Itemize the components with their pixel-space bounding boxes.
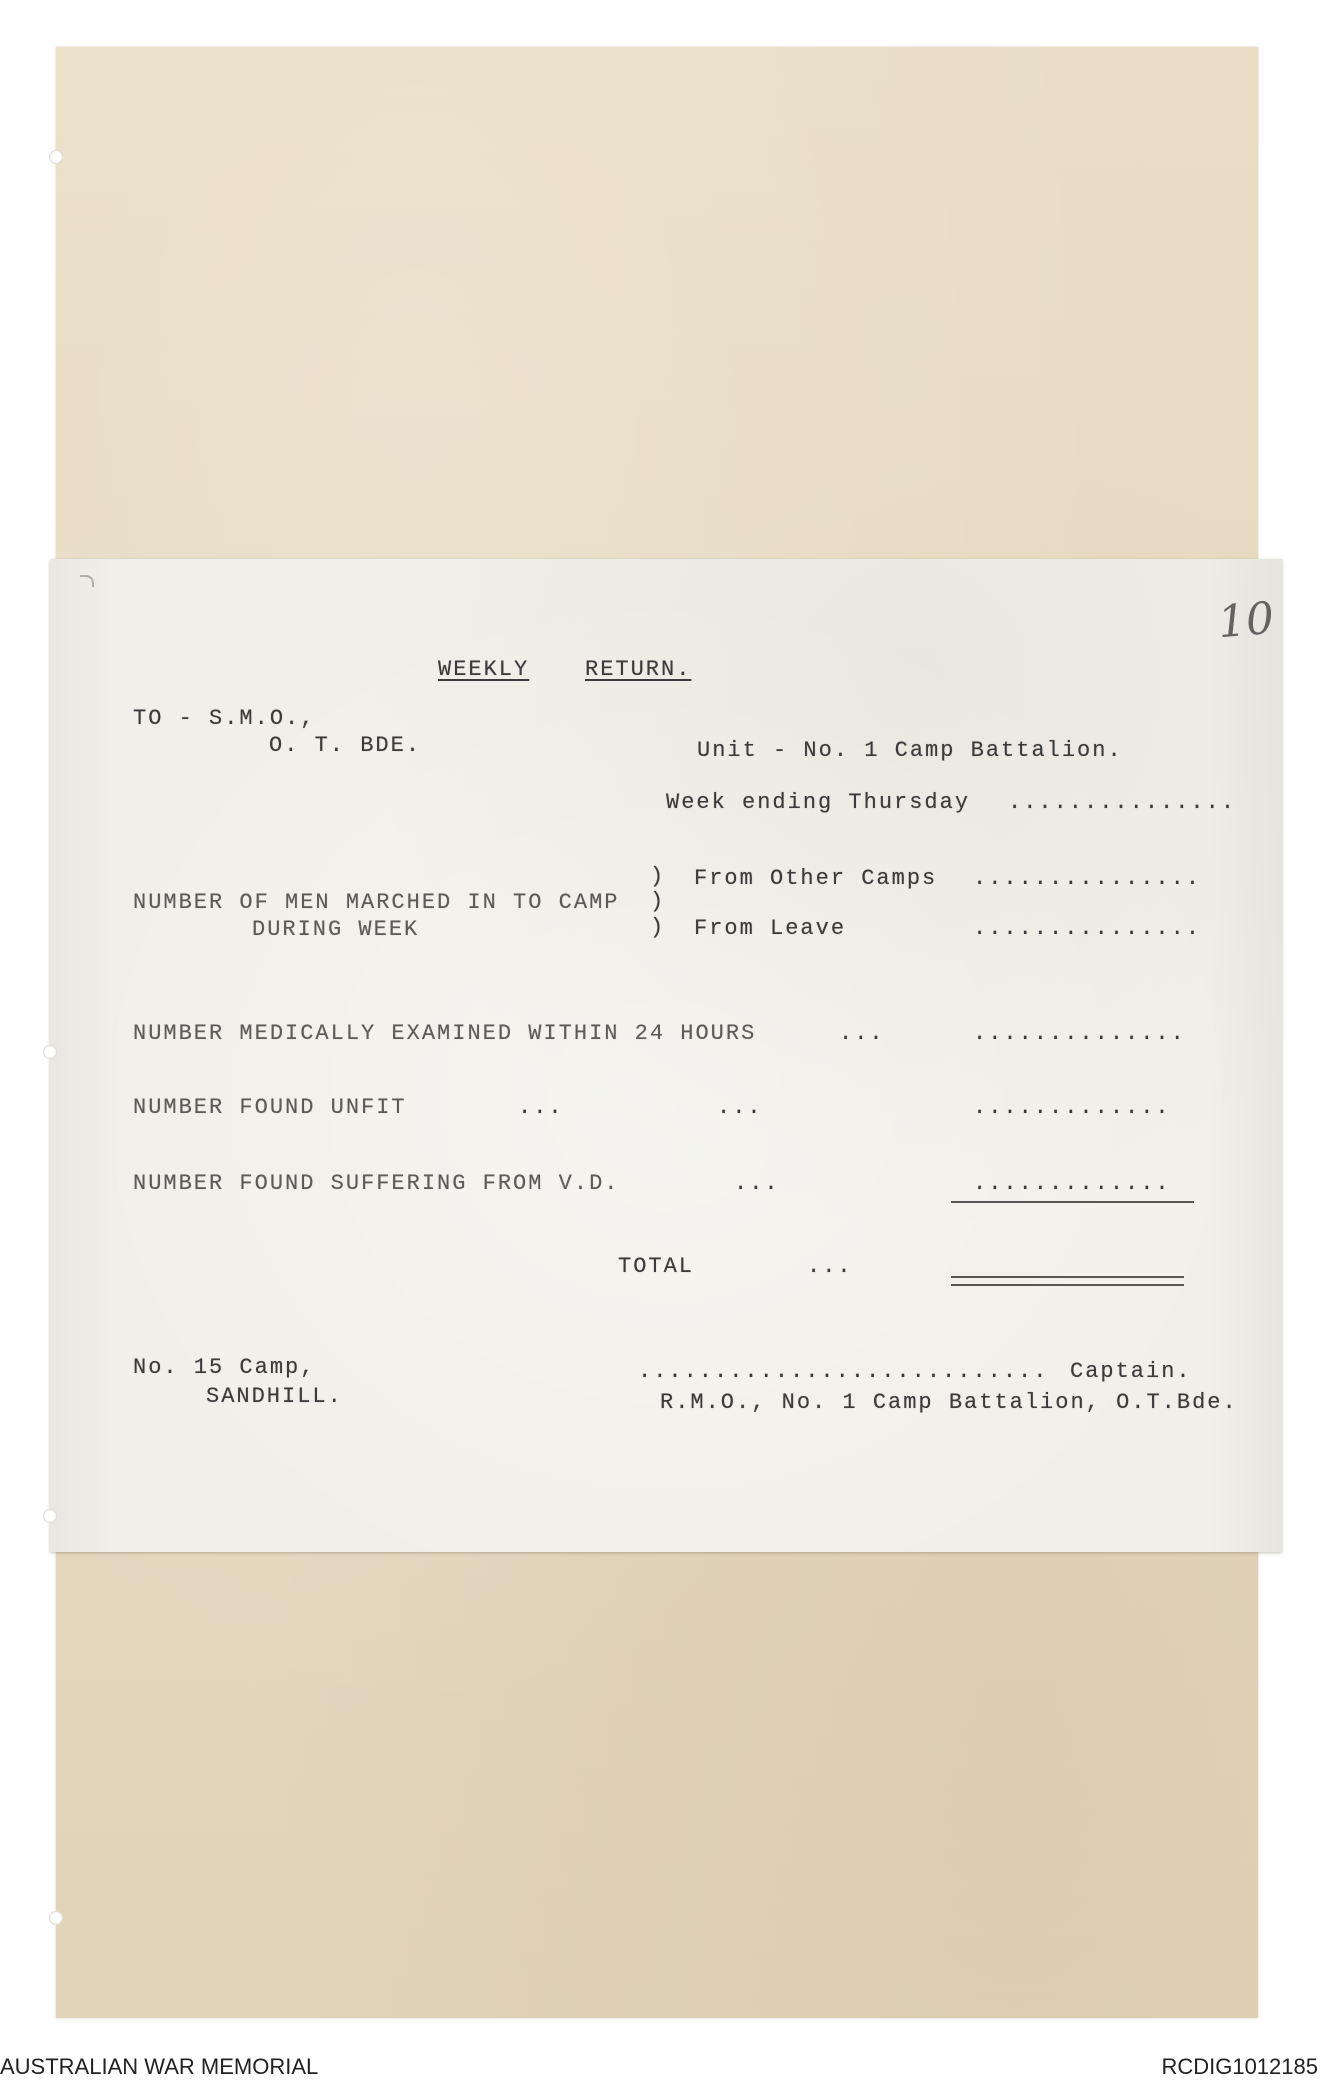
footer-catalogue-id: RCDIG1012185: [1161, 2054, 1318, 2079]
paper-crease: [80, 575, 94, 587]
bracket: ): [650, 915, 666, 940]
week-ending-blank: ...............: [1008, 790, 1237, 815]
leader-dots: ...: [518, 1095, 564, 1120]
bracket: ): [650, 889, 666, 914]
found-unfit-blank: .............: [973, 1095, 1171, 1120]
from-other-camps-blank: ...............: [973, 866, 1202, 891]
punch-hole: [49, 150, 63, 164]
marched-in-label-line-2: DURING WEEK: [252, 917, 420, 942]
total-double-rule: [951, 1276, 1184, 1278]
medically-examined-blank: ..............: [973, 1021, 1186, 1046]
signature-blank: ...........................: [638, 1359, 1049, 1384]
found-vd-blank: .............: [973, 1171, 1171, 1196]
week-ending-label: Week ending Thursday: [666, 790, 971, 815]
location-line-2: SANDHILL.: [206, 1384, 343, 1409]
title-weekly: WEEKLY: [438, 657, 530, 682]
from-leave-label: From Leave: [694, 916, 847, 941]
leader-dots: ...: [807, 1254, 853, 1279]
addressee-line-2: O. T. BDE.: [269, 733, 422, 758]
addressee-line-1: TO - S.M.O.,: [133, 706, 316, 731]
punch-hole: [43, 1509, 57, 1523]
signature-title: R.M.O., No. 1 Camp Battalion, O.T.Bde.: [660, 1390, 1238, 1415]
found-unfit-label: NUMBER FOUND UNFIT: [133, 1095, 407, 1120]
leader-dots: ...: [717, 1095, 763, 1120]
bracket: ): [650, 864, 666, 889]
total-label: TOTAL: [618, 1254, 695, 1279]
marched-in-label-line-1: NUMBER OF MEN MARCHED IN TO CAMP: [133, 890, 620, 915]
total-double-rule: [951, 1284, 1184, 1286]
leader-dots: ...: [839, 1021, 885, 1046]
leader-dots: ...: [734, 1171, 780, 1196]
from-leave-blank: ...............: [973, 916, 1202, 941]
medically-examined-label: NUMBER MEDICALLY EXAMINED WITHIN 24 HOURS: [133, 1021, 757, 1046]
punch-hole: [43, 1045, 57, 1059]
signature-rank: Captain.: [1070, 1359, 1192, 1384]
found-vd-label: NUMBER FOUND SUFFERING FROM V.D.: [133, 1171, 620, 1196]
title-return: RETURN.: [585, 657, 692, 682]
unit-line: Unit - No. 1 Camp Battalion.: [697, 738, 1123, 763]
typed-slip: [50, 559, 1282, 1552]
handwritten-folio-number: 10: [1215, 592, 1277, 649]
subtotal-rule: [951, 1201, 1194, 1203]
location-line-1: No. 15 Camp,: [133, 1355, 316, 1380]
punch-hole: [49, 1911, 63, 1925]
footer-institution: AUSTRALIAN WAR MEMORIAL: [0, 2054, 319, 2079]
from-other-camps-label: From Other Camps: [694, 866, 938, 891]
